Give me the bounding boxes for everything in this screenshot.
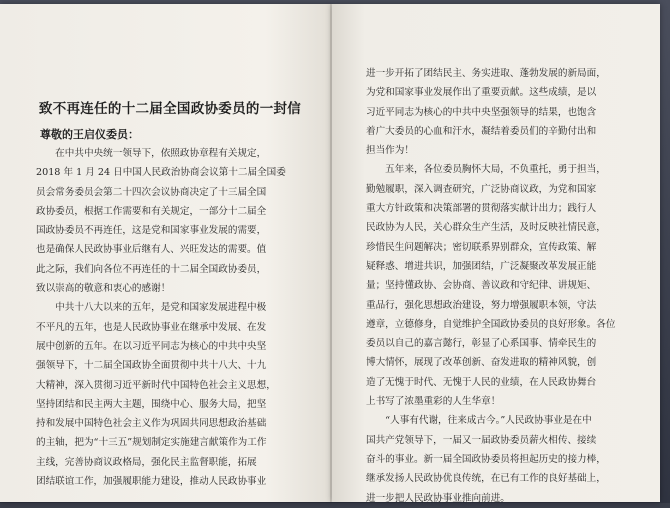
body-line: 国共产党领导下，一届又一届政协委员薪火相传、接续 bbox=[366, 434, 597, 446]
body-line: 也是确保人民政协事业后继有人、兴旺发达的需要。值 bbox=[36, 244, 267, 256]
body-line: 疑释惑、增进共识，加强团结，广泛凝聚改革发展正能 bbox=[366, 260, 597, 272]
body-line: 致以崇高的敬意和衷心的感谢！ bbox=[36, 283, 171, 295]
body-line: 习近平同志为核心的中共中央坚强领导的结果，也饱含 bbox=[366, 106, 597, 118]
body-line: “人事有代谢，往来成古今。”人民政协事业是在中 bbox=[366, 415, 592, 427]
body-line: 为党和国家事业发展作出了重要贡献。这些成绩，是以 bbox=[366, 87, 597, 99]
salutation: 尊敬的王启仪委员： bbox=[40, 128, 139, 141]
body-line: 造了无愧于时代、无愧于人民的业绩，在人民政协舞台 bbox=[366, 376, 597, 388]
body-line: 坚持团结和民主两大主题，围绕中心、服务大局，把坚 bbox=[36, 398, 267, 410]
body-line: 民政协为人民，关心群众生产生活，及时反映社情民意， bbox=[366, 222, 606, 234]
right-page bbox=[332, 4, 660, 502]
body-line: 珍惜民生问题解决；密切联系界别群众，宣传政策、解 bbox=[366, 241, 597, 253]
body-line: 国政协委员不再连任，这是党和国家事业发展的需要， bbox=[36, 225, 267, 237]
body-line: 政协委员，根据工作需要和有关规定，一部分十二届全 bbox=[36, 205, 267, 217]
body-line: 在中共中央统一领导下，依照政协章程有关规定， bbox=[36, 148, 267, 159]
body-line: 上书写了浓墨重彩的人生华章！ bbox=[366, 396, 501, 408]
body-line: 强领导下，十二届全国政协全面贯彻中共十八大、十九 bbox=[36, 360, 267, 372]
body-line: 担当作为！ bbox=[366, 145, 414, 157]
body-line: 遵章，立德修身，自觉维护全国政协委员的良好形象。各位 bbox=[366, 318, 616, 330]
body-line: 此之际，我们向各位不再连任的十二届全国政协委员， bbox=[36, 263, 267, 275]
body-line: 进一步把人民政协事业推向前进。 bbox=[366, 492, 510, 504]
body-line: 不平凡的五年，也是人民政协事业在继承中发展、在发 bbox=[36, 321, 267, 333]
body-line: 大精神，深入贯彻习近平新时代中国特色社会主义思想， bbox=[36, 379, 276, 391]
body-line: 五年来，各位委员胸怀大局，不负重托，勇于担当， bbox=[366, 164, 606, 176]
left-page-body bbox=[36, 144, 286, 491]
body-line: 主线，完善协商议政格局，强化民主监督职能，拓展 bbox=[36, 456, 257, 468]
right-page-body bbox=[366, 64, 615, 508]
body-line: 勤勉履职，深入调查研究，广泛协商议政，为党和国家 bbox=[366, 183, 597, 195]
body-line: 委员以自己的嘉言懿行，彰显了心系国事、情牵民生的 bbox=[366, 338, 597, 350]
body-line: 员会常务委员会第二十四次会议协商决定了十三届全国 bbox=[36, 186, 267, 198]
body-line: 中共十八大以来的五年，是党和国家发展进程中极 bbox=[36, 302, 267, 314]
body-line: 奋斗的事业。新一届全国政协委员将担起历史的接力棒， bbox=[366, 453, 606, 465]
letter-title: 致不再连任的十二届全国政协委员的一封信 bbox=[38, 101, 302, 117]
body-line: 继承发扬人民政协优良传统，在已有工作的良好基础上， bbox=[366, 473, 606, 485]
body-line: 进一步开拓了团结民主、务实进取、蓬勃发展的新局面， bbox=[366, 68, 606, 79]
body-line: 持和发展中国特色社会主义作为巩固共同思想政治基础 bbox=[36, 418, 267, 430]
body-line: 量；坚持懂政协、会协商、善议政和守纪律、讲规矩、 bbox=[366, 280, 597, 292]
left-page bbox=[0, 4, 332, 502]
body-line: 着广大委员的心血和汗水，凝结着委员们的辛勤付出和 bbox=[366, 125, 597, 137]
body-line: 的主轴，把为“十三五”规划制定实施建言献策作为工作 bbox=[36, 437, 267, 449]
body-line: 重大方针政策和决策部署的贯彻落实献计出力；践行人 bbox=[366, 203, 597, 215]
body-line: 博大情怀，展现了改革创新、奋发进取的精神风貌，创 bbox=[366, 357, 597, 369]
body-line: 2018 年 1 月 24 日中国人民政治协商会议第十二届全国委 bbox=[36, 167, 286, 179]
body-line: 展中创新的五年。在以习近平同志为核心的中共中央坚 bbox=[36, 340, 267, 352]
body-line: 重品行，强化思想政治建设，努力增强履职本领，守法 bbox=[366, 299, 597, 311]
body-line: 团结联谊工作，加强履职能力建设，推动人民政协事业 bbox=[36, 476, 267, 488]
